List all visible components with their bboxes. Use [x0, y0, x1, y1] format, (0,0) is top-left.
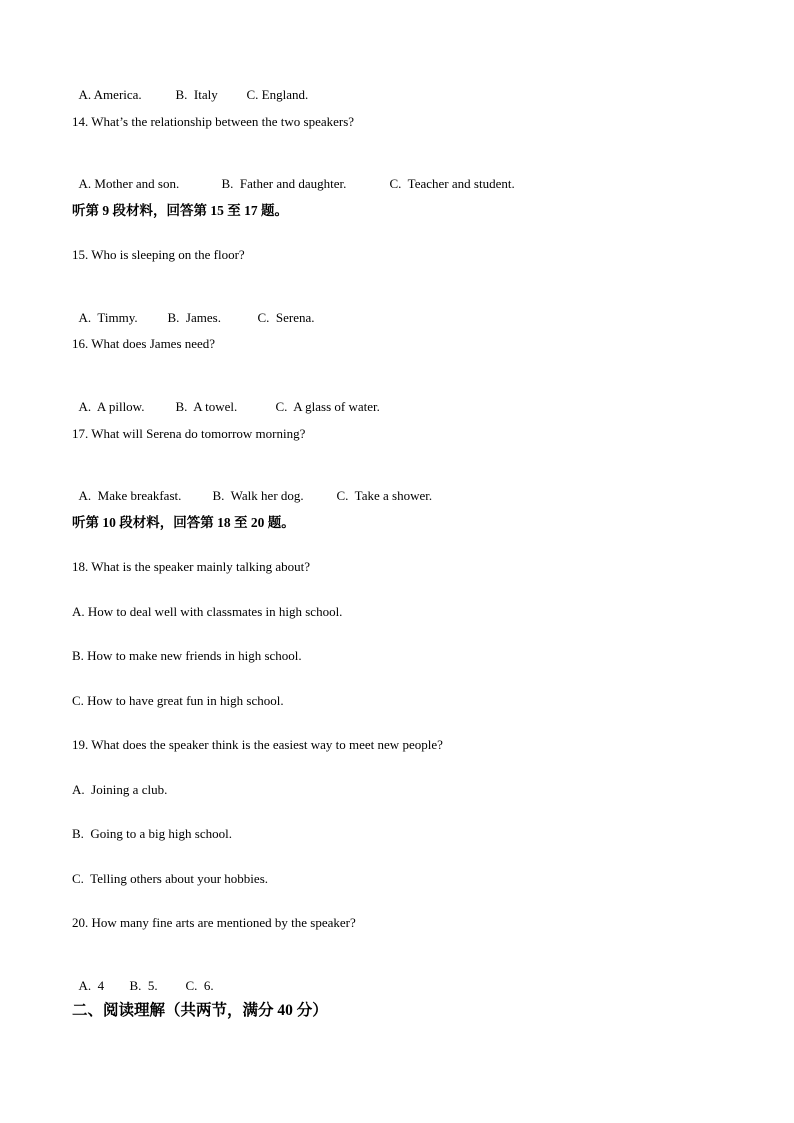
option-b: B. 5.: [129, 978, 158, 993]
option-a: A. Make breakfast.: [78, 488, 182, 503]
option-a: A. America.: [78, 87, 142, 102]
option-c: C. Serena.: [257, 310, 315, 325]
option-c: C. Teacher and student.: [389, 176, 515, 191]
option-18a: A. How to deal well with classmates in high school.: [72, 604, 343, 619]
option-a: A. Mother and son.: [78, 176, 180, 191]
option-c: C. A glass of water.: [275, 399, 380, 414]
options-row-16: [72, 380, 380, 416]
section-heading-9: 听第 9 段材料，回答第 15 至 17 题。: [72, 203, 288, 218]
question-19: 19. What does the speaker think is the easiest way to meet new people?: [72, 737, 443, 752]
option-a: A. A pillow.: [78, 399, 145, 414]
question-18: 18. What is the speaker mainly talking about?: [72, 559, 311, 574]
options-row-13: [72, 68, 308, 104]
question-17: 17. What will Serena do tomorrow morning?: [72, 426, 306, 441]
options-row-14: [72, 157, 515, 193]
section-heading-10: 听第 10 段材料，回答第 18 至 20 题。: [72, 515, 295, 530]
option-19b: B. Going to a big high school.: [72, 826, 232, 841]
option-18b: B. How to make new friends in high school.: [72, 648, 302, 663]
options-row-15: [72, 291, 315, 327]
options-row-20: [72, 959, 214, 995]
question-20: 20. How many fine arts are mentioned by the speaker?: [72, 915, 356, 930]
option-19c: C. Telling others about your hobbies.: [72, 871, 268, 886]
option-19a: A. Joining a club.: [72, 782, 168, 797]
reading-section-title: 二、阅读理解（共两节，满分 40 分）: [72, 1002, 328, 1019]
options-row-17: [72, 469, 432, 505]
option-18c: C. How to have great fun in high school.: [72, 693, 284, 708]
question-14: 14. What’s the relationship between the two speakers?: [72, 114, 355, 129]
option-b: B. Italy: [175, 87, 218, 102]
question-15: 15. Who is sleeping on the floor?: [72, 247, 245, 262]
option-c: C. Take a shower.: [336, 488, 433, 503]
option-b: B. James.: [167, 310, 221, 325]
option-a: A. Timmy.: [78, 310, 138, 325]
question-16: 16. What does James need?: [72, 336, 216, 351]
option-b: B. Father and daughter.: [221, 176, 347, 191]
option-a: A. 4: [78, 978, 105, 993]
option-c: C. 6.: [185, 978, 214, 993]
option-c: C. England.: [246, 87, 309, 102]
option-b: B. A towel.: [175, 399, 238, 414]
option-b: B. Walk her dog.: [212, 488, 304, 503]
